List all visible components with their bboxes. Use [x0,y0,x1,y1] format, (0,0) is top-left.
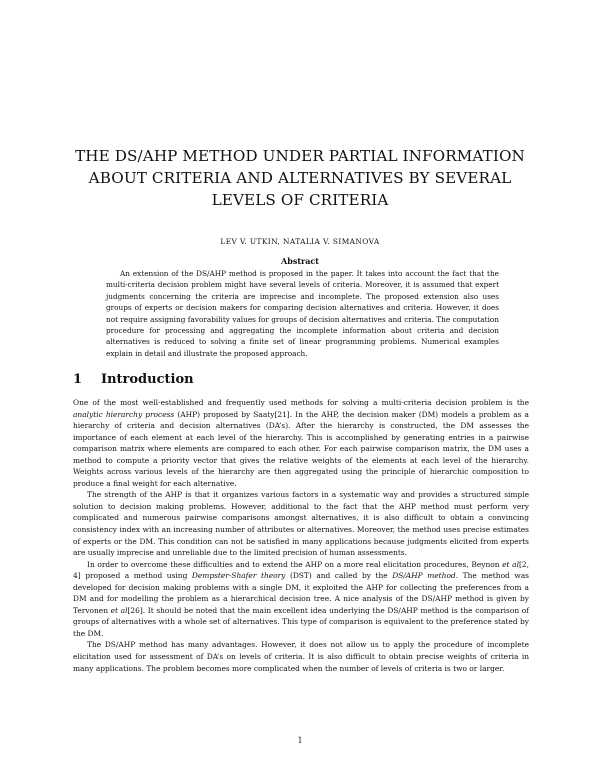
text-run: In order to overcome these difficulties and to extend the AHP on a more real elicitation procedures, Beynon [87,559,503,569]
abstract-heading: Abstract [281,256,319,266]
text-run: (AHP) proposed by Saaty[21]. In the AHP, the decision maker (DM) models a problem as a hierarchy of criteria and decision alternatives (DA’s). After the hierarchy is constructed, the DM assesses the importance of each element at each level of the hierarchy. This is accomplished by generating entries in a pairwise comparison matrix where elements are compared to each other. For each pairwise comparison matrix, the DM uses a method to compute a priority vector that gives the relative weights of the elements at each level of the hierarchy. Weights across various levels of the hierarchy are then aggregated using the principle of hierarchic composition to produce a final weight for each alternative. [73,409,529,488]
text-run: [26]. It should be noted that the main excellent idea underlying the DS/AHP method is the comparison of groups of alternatives with a whole set of alternatives. This type of comparison is equivalent to the preference stated by the DM. [73,605,529,638]
title-line-2: ABOUT CRITERIA AND ALTERNATIVES BY SEVERAL [88,169,512,187]
paragraph-1 [73,397,529,489]
author-list: LEV V. UTKIN, NATALIA V. SIMANOVA [220,237,380,246]
text-run: . The method was developed for decision making problems with a single DM, it exploited the AHP for collecting the preferences from a DM and for modelling the problem as a hierarchical decision tree. A nice analysis of the DS/AHP method is given by Tervonen [73,571,529,615]
text-run: [2, 4] proposed a method using [73,559,529,581]
abstract-text: An extension of the DS/AHP method is proposed in the paper. It takes into account the fact that the multi-criteria decision problem might have several levels of criteria. Moreover, it is assumed that expert judgments concerning the criteria are imprecise and incomplete. The proposed extension also uses groups of experts or decision makers for comparing decision alternatives and criteria. However, it does not require assigning favorability values for groups of decision alternatives and criteria. The computation procedure for processing and aggregating the incomplete information about criteria and decision alternatives is reduced to solving a finite set of linear programming problems. Numerical examples explain in detail and illustrate the proposed approach. [106,269,499,358]
emphasis-text: et al [110,605,128,615]
emphasis-text: DS/AHP method [392,571,456,581]
title-line-1: THE DS/AHP METHOD UNDER PARTIAL INFORMATION [75,147,525,165]
emphasis-text: Dempster-Shafer theory [191,571,286,581]
paper-title [60,145,540,211]
paragraph-3 [73,559,529,640]
section-heading [73,372,194,387]
title-line-3: LEVELS OF CRITERIA [211,191,389,209]
paragraph-2: The strength of the AHP is that it organizes various factors in a systematic way and provides a structured simple solution to decision making problems. However, additional to the fact that the AHP method must perform very complicated and numerous pairwise comparisons amongst alternatives, it is also difficult to obtain a convincing consistency index with an increasing number of attributes or alternatives. Moreover, the method uses precise estimates of experts or the DM. This condition can not be satisfied in many applications because judgments elicited from experts are usually imprecise and unreliable due to the limited precision of human assessments. [73,490,529,558]
page-number: 1 [297,736,303,745]
section-title: Introduction [101,372,194,387]
section-body [73,397,529,674]
paragraph-4: The DS/AHP method has many advantages. However, it does not allow us to apply the procedure of incomplete elicitation used for assessment of DA’s on levels of criteria. It is also difficult to obtain precise weights of criteria in many applications. The problem becomes more complicated when the number of levels of criteria is two or larger. [73,640,529,673]
text-run: One of the most well-established and frequently used methods for solving a multi-criteria decision problem is the [73,398,529,407]
text-run: (DST) and called by the [285,571,393,581]
abstract-body [106,268,499,359]
emphasis-text: et al [502,559,519,569]
section-number: 1 [73,372,83,387]
emphasis-text: analytic hierarchy process [73,409,175,419]
